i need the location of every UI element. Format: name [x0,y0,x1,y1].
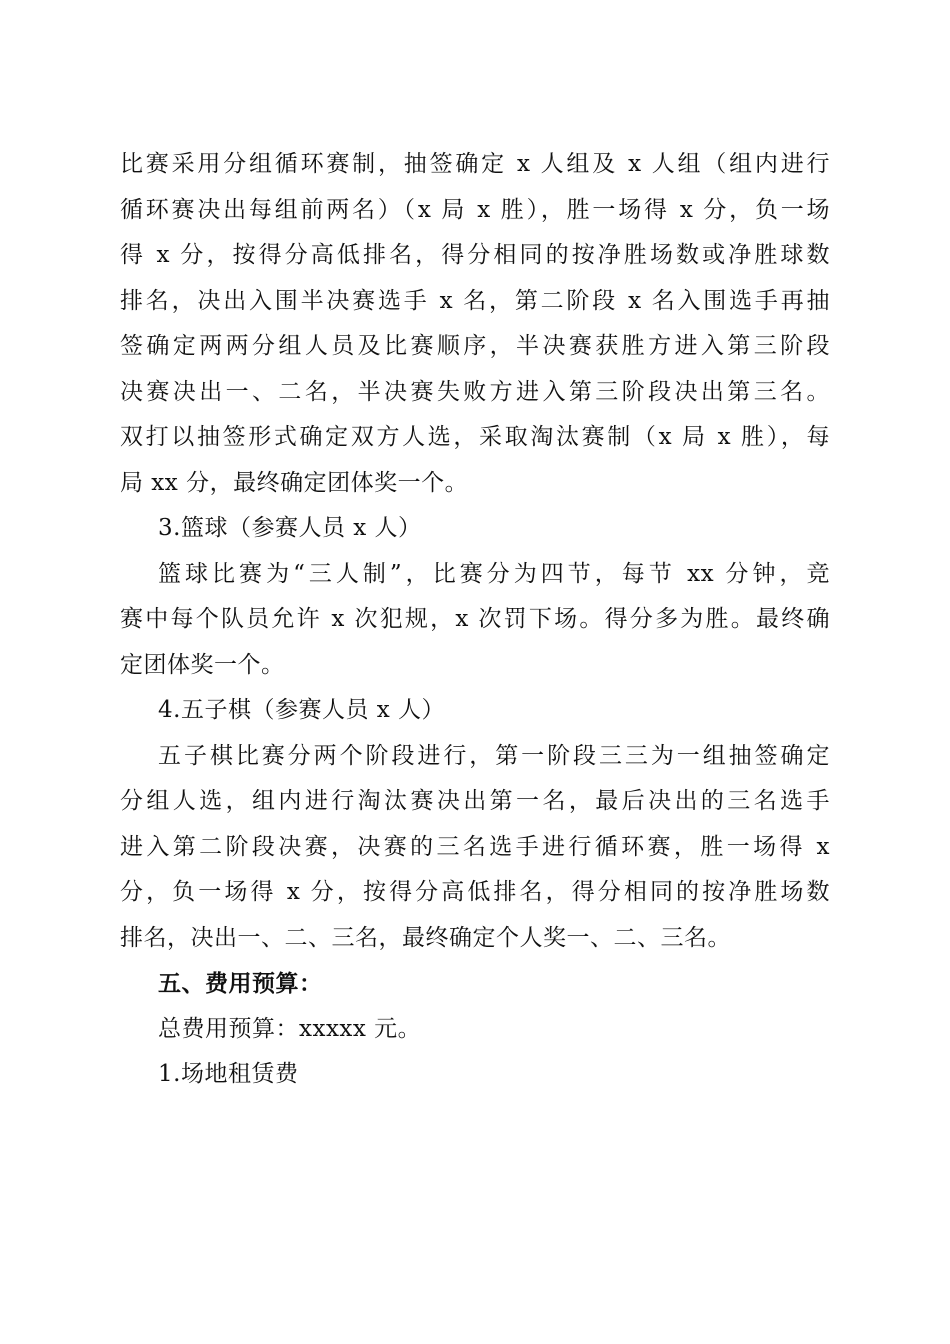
paragraph-line: 排名，决出一、二、三名，最终确定个人奖一、二、三名。 [120,924,731,951]
paragraph-line: 分组人选，组内进行淘汰赛决出第一名，最后决出的三名选手 [120,788,830,814]
paragraph-line: 局 xx 分，最终确定团体奖一个。 [120,469,469,496]
section-title-basketball: 3.篮球（参赛人员 x 人） [158,515,422,541]
paragraph-line: 排名，决出入围半决赛选手 x 名，第二阶段 x 名入围选手再抽 [120,287,830,314]
paragraph-line: 赛中每个队员允许 x 次犯规，x 次罚下场。得分多为胜。最终确 [120,606,830,632]
paragraph-line: 篮球比赛为“三人制”，比赛分为四节，每节 xx 分钟，竞 [158,560,830,587]
paragraph-line: 分，负一场得 x 分，按得分高低排名，得分相同的按净胜场数 [120,879,830,905]
paragraph-line: 进入第二阶段决赛，决赛的三名选手进行循环赛，胜一场得 x [120,833,830,860]
paragraph-line: 定团体奖一个。 [120,651,285,678]
document-body [120,142,830,1098]
paragraph-line: 得 x 分，按得分高低排名，得分相同的按净胜场数或净胜球数 [120,242,830,268]
paragraph-line: 签确定两两分组人员及比赛顺序，半决赛获胜方进入第三阶段 [120,333,830,359]
budget-total: 总费用预算：xxxxx 元。 [158,1015,422,1042]
paragraph-line: 双打以抽签形式确定双方人选，采取淘汰赛制（x 局 x 胜），每 [120,424,830,450]
section-title-gomoku: 4.五子棋（参赛人员 x 人） [158,697,446,723]
paragraph-line: 五子棋比赛分两个阶段进行，第一阶段三三为一组抽签确定 [158,742,830,769]
section-heading-budget: 五、费用预算： [158,970,323,997]
paragraph-line: 决赛决出一、二名，半决赛失败方进入第三阶段决出第三名。 [120,378,830,405]
budget-item-venue: 1.场地租赁费 [158,1061,299,1087]
paragraph-line: 比赛采用分组循环赛制，抽签确定 x 人组及 x 人组（组内进行 [120,151,830,177]
paragraph-line: 循环赛决出每组前两名）（x 局 x 胜），胜一场得 x 分，负一场 [120,196,830,223]
